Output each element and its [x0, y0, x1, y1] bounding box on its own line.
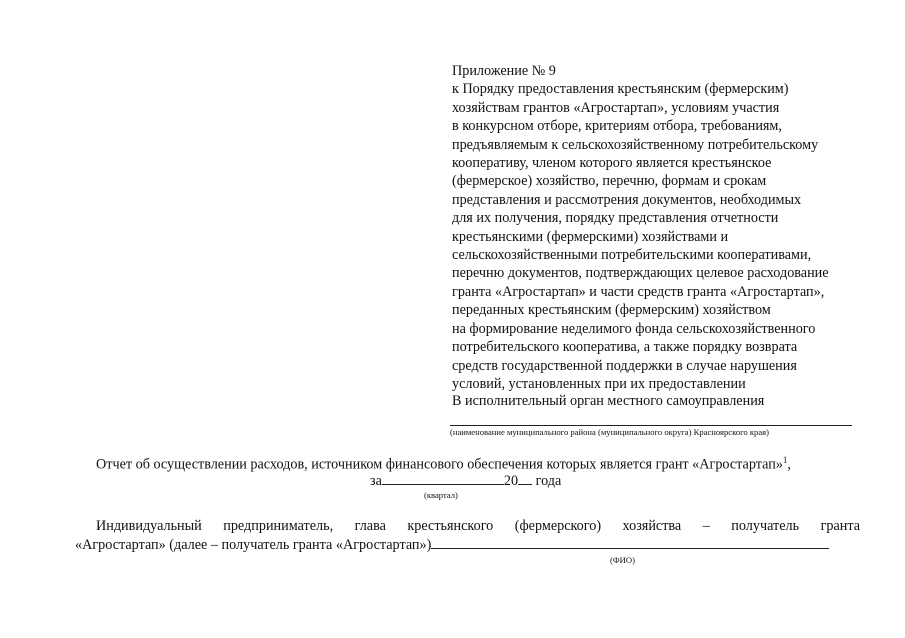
appendix-line: перечню документов, подтверждающих целевое расходование: [452, 265, 829, 282]
report-title-tail: ,: [787, 456, 791, 473]
recipient-word: Индивидуальный: [96, 518, 202, 534]
footnote-mark: 1: [782, 455, 788, 465]
appendix-line: представления и рассмотрения документов, необходимых: [452, 191, 802, 208]
recipient-line-2-text: «Агростартап» (далее – получатель гранта «Агростартап»): [75, 537, 432, 553]
period-suffix: года: [535, 473, 562, 489]
recipient-word: предприниматель,: [223, 518, 334, 534]
recipient-word: –: [702, 518, 710, 534]
addressee-caption: (наименование муниципального района (муниципального округа) Красноярского края): [450, 427, 769, 437]
appendix-line: средств государственной поддержки в случае нарушения: [452, 357, 797, 374]
recipient-word: получатель: [731, 518, 800, 534]
recipient-line-1: [96, 518, 860, 535]
report-title-text: Отчет об осуществлении расходов, источником финансового обеспечения которых является грант «Агростартап»: [96, 456, 783, 473]
appendix-line: сельскохозяйственными потребительскими кооперативами,: [452, 247, 812, 264]
fio-blank: [431, 536, 829, 549]
fio-caption: (ФИО): [610, 555, 635, 565]
appendix-line: гранта «Агростартап» и части средств гранта «Агростартап»,: [452, 283, 825, 300]
appendix-line: крестьянскими (фермерскими) хозяйствами и: [452, 228, 729, 245]
addressee-fill-line: [450, 425, 852, 426]
appendix-line: Приложение № 9: [452, 63, 556, 79]
period-year: 20: [503, 473, 519, 489]
recipient-word: хозяйства: [622, 518, 682, 534]
recipient-word: крестьянского: [407, 518, 494, 534]
year-blank: [518, 472, 532, 485]
appendix-line: для их получения, порядку представления отчетности: [452, 210, 779, 227]
recipient-word: (фермерского): [514, 518, 602, 534]
period-prefix: за: [370, 473, 382, 489]
appendix-line: (фермерское) хозяйство, перечню, формам и срокам: [452, 173, 767, 190]
report-title: [96, 455, 791, 474]
period-caption: (квартал): [424, 490, 458, 500]
appendix-line: предъявляемым к сельскохозяйственному потребительскому: [452, 136, 819, 153]
appendix-line: хозяйствам грантов «Агростартап», условиям участия: [452, 99, 780, 116]
quarter-blank: [382, 472, 504, 485]
recipient-word: глава: [354, 518, 386, 534]
addressee-text: В исполнительный орган местного самоуправления: [452, 393, 765, 409]
recipient-line-2: [75, 536, 829, 554]
appendix-line: кооперативу, членом которого является крестьянское: [452, 155, 772, 172]
appendix-line: переданных крестьянским (фермерским) хозяйством: [452, 302, 771, 319]
recipient-word: гранта: [820, 518, 861, 534]
appendix-line: условий, установленных при их предоставлении: [452, 375, 746, 392]
appendix-line: на формирование неделимого фонда сельскохозяйственного: [452, 320, 816, 337]
appendix-line: потребительского кооператива, а также порядку возврата: [452, 339, 798, 356]
appendix-line: в конкурсном отборе, критериям отбора, требованиям,: [452, 118, 782, 135]
appendix-block: [452, 62, 897, 393]
appendix-line: к Порядку предоставления крестьянским (фермерским): [452, 81, 789, 98]
report-period: [370, 472, 561, 490]
